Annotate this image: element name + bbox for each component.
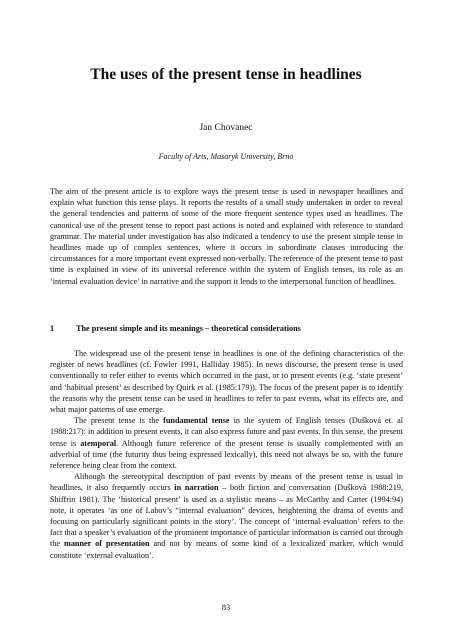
body-paragraph-2 <box>50 415 403 471</box>
section-heading <box>50 324 403 333</box>
emphasis-term: fundamental tense <box>163 416 230 426</box>
paper-title: The uses of the present tense in headlines <box>90 66 362 83</box>
text-run: Although the stereotypical description of past events by means of the present tense is usual in headlines, it also frequently occurs <box>50 472 403 493</box>
section-title: The present simple and its meanings – theoretical considerations <box>76 324 301 333</box>
author-name: Jan Chovanec <box>199 123 253 133</box>
text-run: in the system of English tenses (Dušková et. al 1988:217): in addition to present events, it can also express future and past events. In this sense, the present tense is <box>50 416 403 448</box>
body-paragraph-1: The widespread use of the present tense in headlines is one of the defining characteristics of the register of news headlines (cf. Fowler 1991, Halliday 1985). In news discourse, the present tense is used conventionally to refer either to events which occurred in the past, or to present events (e.g. ‘state present’ and ‘habitual present’ as described by Quirk et al. (1985:179)). The focus of the present paper is to identify the reasons why the present tense can be used in headlines to refer to past events, what its effects are, and what major patterns of use emerge. <box>50 349 403 415</box>
section-body <box>50 348 403 561</box>
emphasis-term: atemporal <box>80 438 117 448</box>
page-number: 83 <box>221 603 231 612</box>
text-run: and not by means of some kind of a lexicalized marker, which would constitute ‘external evaluation’. <box>50 539 403 560</box>
emphasis-term: manner of presentation <box>64 539 150 549</box>
abstract-paragraph: The aim of the present article is to explore ways the present tense is used in newspaper headlines and explain what function this tense plays. It reports the results of a small study undertaken in order to reveal the general tendencies and patterns of some of the more frequent sentence types used as headlines. The canonical use of the present tense to report past actions is noted and explained with reference to standard grammar. The material under investigation has also indicated a tendency to use the present simple tense in headlines made up of complex sentences, where it occurs in subordinate clauses introducing the circumstances for a more important event expressed non-verbally. The reference of the present tense to past time is explained in view of its universal reference within the system of English tenses, its role as an ‘internal evaluation device’ in narrative and the support it lends to the interpersonal function of headlines. <box>50 187 403 286</box>
author-affiliation: Faculty of Arts, Masaryk University, Brno <box>158 152 294 161</box>
text-run: . Although future reference of the present tense is usually complemented with an adverbial of time (the futurity thus being expressed lexically), this need not always be so, with the future reference being clear from the context. <box>50 438 403 471</box>
section-number: 1 <box>50 324 55 333</box>
body-paragraph-3 <box>50 471 403 561</box>
text-run: – both fiction and conversation (Dušková 1988:219, Shiffrin 1981). The ‘historical present’ is used as a stylistic means – as McCarthy and Carter (1994:94) note, it operates ‘as one of Labov’s “internal evaluation” devices, heightening the drama of events and focusing on particularly significant points in the story’. The concept of ‘internal evaluation’ refers to the fact that a speaker’s evaluation of the prominent importance of particular information is carried out through the <box>50 483 403 549</box>
emphasis-term: in narration <box>174 483 219 493</box>
text-run: The present tense is the <box>74 416 164 426</box>
